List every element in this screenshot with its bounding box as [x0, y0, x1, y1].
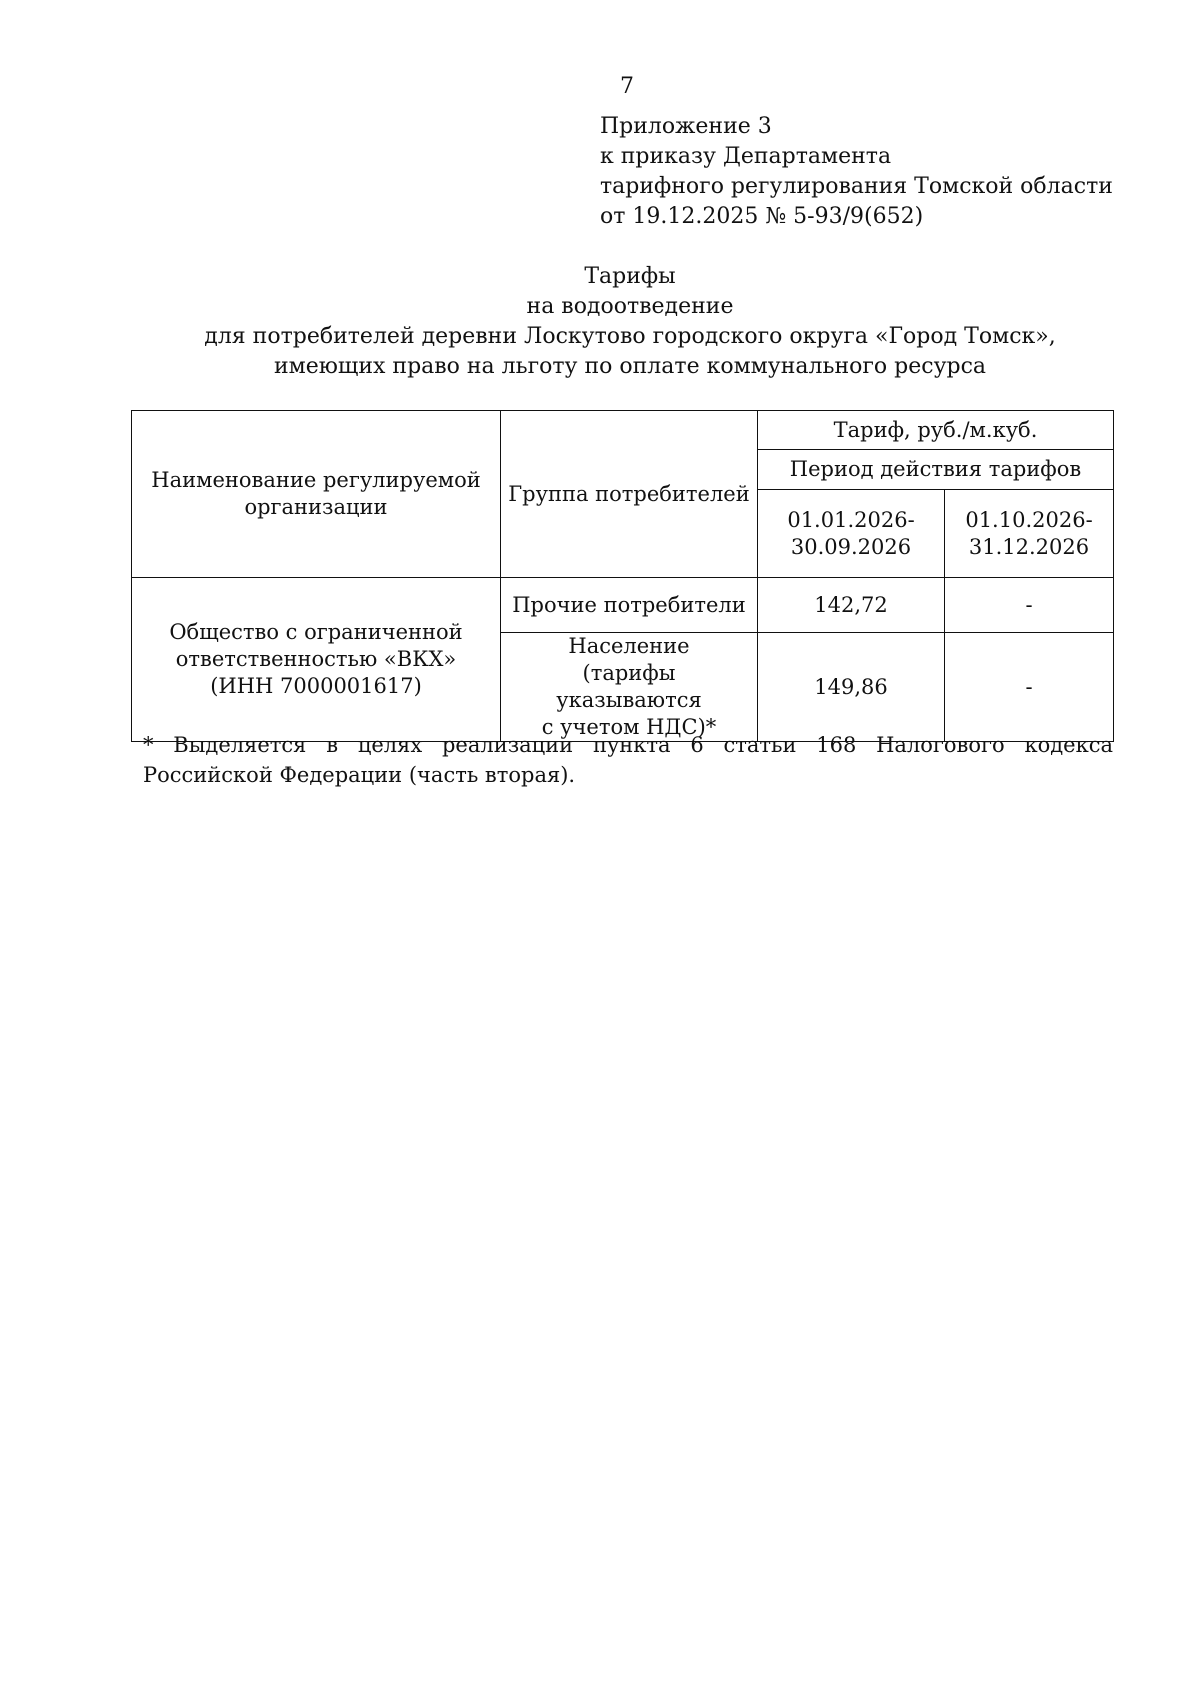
header-period: Период действия тарифов [758, 450, 1114, 490]
appendix-reference [600, 112, 1113, 232]
appendix-line-2: к приказу Департамента [600, 144, 892, 169]
header-consumer-group: Группа потребителей [501, 411, 758, 578]
period-2-end: 31.12.2026 [968, 534, 1090, 559]
organization-line-1: Общество с ограниченной [169, 620, 463, 644]
header-period-2 [945, 490, 1114, 578]
header-org-name: Наименование регулируемой организации [132, 411, 501, 578]
table-header-row [132, 411, 1114, 450]
tariff-value-cell: 142,72 [758, 578, 945, 633]
appendix-line-3: тарифного регулирования Томской области [600, 174, 1113, 199]
title-line-4: имеющих право на льготу по оплате коммунального ресурса [273, 354, 987, 379]
title-line-1: Тарифы [584, 264, 676, 289]
page-number: 7 [620, 74, 634, 99]
consumer-group-line-3: с учетом НДС)* [541, 715, 717, 739]
appendix-line-4: от 19.12.2025 № 5-93/9(652) [600, 204, 924, 229]
organization-line-2: ответственностью «ВКХ» [175, 647, 457, 671]
document-title [0, 262, 1200, 382]
period-1-end: 30.09.2026 [790, 534, 912, 559]
tariff-value-cell: - [945, 633, 1114, 742]
consumer-group-cell: Прочие потребители [501, 578, 758, 633]
appendix-line-1: Приложение 3 [600, 114, 772, 139]
period-1-start: 01.01.2026- [787, 507, 915, 532]
title-line-2: на водоотведение [526, 294, 734, 319]
period-2-start: 01.10.2026- [965, 507, 1093, 532]
tariff-value-cell: - [945, 578, 1114, 633]
consumer-group-line-2: (тарифы указываются [556, 661, 702, 712]
header-tariff-unit: Тариф, руб./м.куб. [758, 411, 1114, 450]
organization-line-3: (ИНН 7000001617) [210, 674, 422, 698]
title-line-3: для потребителей деревни Лоскутово городского округа «Город Томск», [204, 324, 1056, 349]
consumer-group-cell [501, 633, 758, 742]
organization-cell [132, 578, 501, 742]
consumer-group-line-1: Население [568, 634, 690, 658]
tariff-value-cell: 149,86 [758, 633, 945, 742]
tariff-table [131, 410, 1114, 742]
header-period-1 [758, 490, 945, 578]
footnote: * Выделяется в целях реализации пункта 6 статьи 168 Налогового кодекса Российской Федерации (часть вторая). [143, 733, 1113, 787]
table-row [132, 578, 1114, 633]
